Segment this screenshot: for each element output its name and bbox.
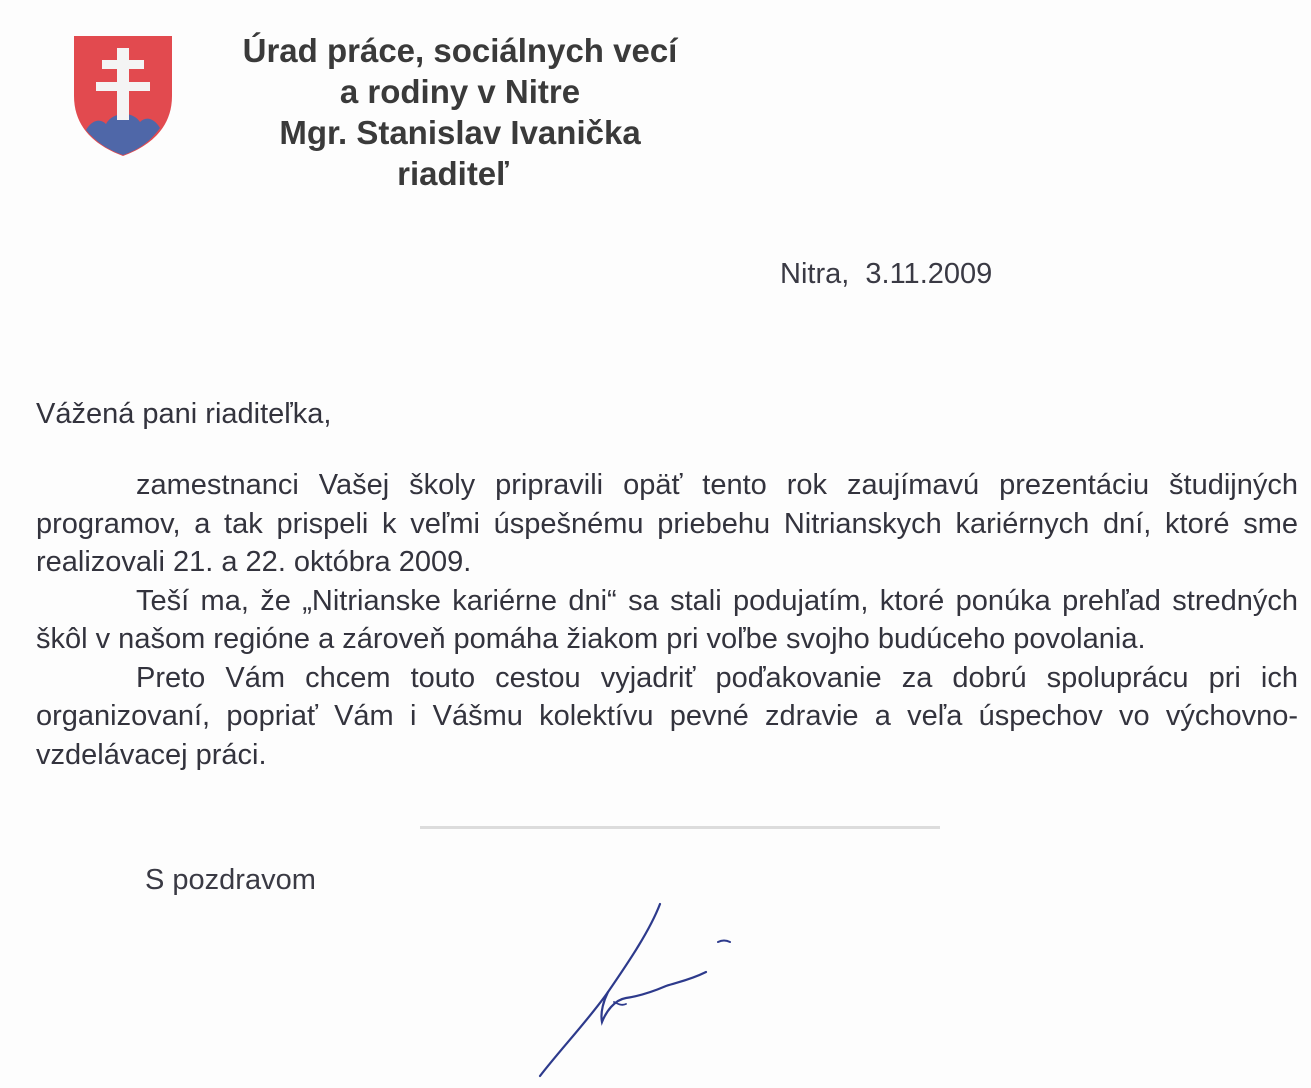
office-name-line2: a rodiny v Nitre <box>339 73 581 110</box>
office-name-line1: Úrad práce, sociálnych vecí <box>242 32 678 69</box>
handwritten-signature <box>530 900 750 1080</box>
letter-body <box>36 466 1298 774</box>
closing: S pozdravom <box>145 864 316 896</box>
body-paragraph-2: Teší ma, že „Nitrianske kariérne dni“ sa stali podujatím, ktoré ponúka prehľad stredných škôl v našom regióne a zároveň pomáha žiakom pri voľbe svojho budúceho povolania. <box>36 584 1298 655</box>
body-paragraph-1: zamestnanci Vašej školy pripravili opäť tento rok zaujímavú prezentáciu študijných programov, a tak prispeli k veľmi úspešnému priebehu Nitrianskych kariérnych dní, ktoré sme realizovali 21. a 22. októbra 2009. <box>36 469 1298 578</box>
body-paragraph-3: Preto Vám chcem touto cestou vyjadriť poďakovanie za dobrú spoluprácu pri ich organizovaní, popriať Vám i Vášmu kolektívu pevné zdravie a veľa úspechov vo výchovno-vzdelávacej práci. <box>36 661 1298 771</box>
sender-title: riaditeľ <box>397 155 509 192</box>
sender-name: Mgr. Stanislav Ivanička <box>279 114 641 151</box>
salutation: Vážená pani riaditeľka, <box>36 398 332 430</box>
scan-artifact <box>420 826 940 829</box>
slovak-coat-of-arms-icon <box>70 34 176 158</box>
letterhead <box>180 30 740 194</box>
date-line: Nitra, 3.11.2009 <box>780 258 993 290</box>
